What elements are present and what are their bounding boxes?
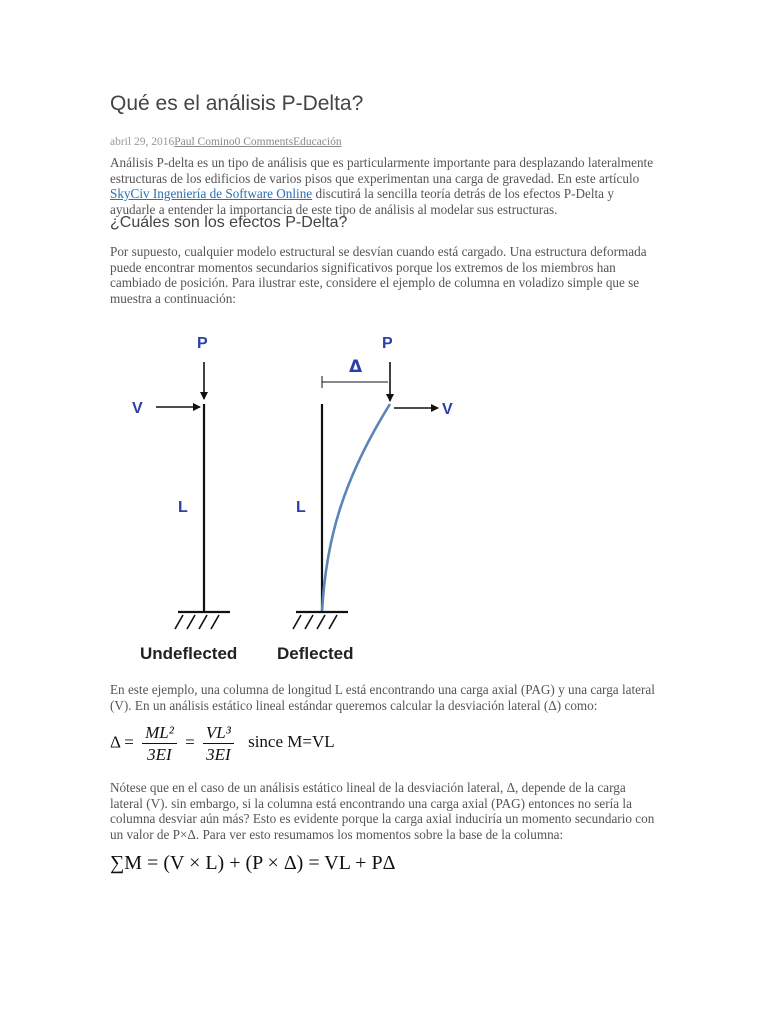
skyciv-link[interactable]: SkyCiv Ingeniería de Software Online xyxy=(110,186,313,201)
support-hatch-left xyxy=(175,615,219,629)
equation-tail: since M=VL xyxy=(248,732,335,752)
label-v-right: V xyxy=(442,401,453,418)
fraction-1-denominator: 3EI xyxy=(147,745,172,764)
body-paragraph-4: Nótese que en el caso de un análisis estático lineal de la desviación lateral, Δ, depende de la carga lateral (V). sin embargo, si la columna está encontrando una carga axial (PAG) entonces no sería la columna desviar aún más? Esto es evidente porque la carga axial induciría un momento secundario con un valor de P×Δ. Para ver esto resumamos los momentos sobre la base de la columna: xyxy=(110,780,655,842)
fraction-2-numerator: VL³ xyxy=(203,722,234,744)
moment-sum-equation: ∑M = (V × L) + (P × Δ) = VL + PΔ xyxy=(110,852,396,874)
deflection-equation xyxy=(110,722,335,765)
fraction-2-denominator: 3EI xyxy=(206,745,231,764)
category-link[interactable]: Educación xyxy=(293,136,342,148)
label-v-left: V xyxy=(132,400,143,417)
label-l-left: L xyxy=(178,499,188,516)
label-delta: Δ xyxy=(349,357,363,377)
intro-text-before: Análisis P-delta es un tipo de análisis que es particularmente importante para desplazando lateralmente estructuras de los edificios de varios pisos que experimentan una carga de gravedad. En este artículo xyxy=(110,155,654,186)
deflected-column xyxy=(277,335,453,663)
article-meta xyxy=(110,136,342,148)
support-hatch-right xyxy=(293,615,337,629)
equation-equals: = xyxy=(185,732,195,752)
intro-text-after: discutirá la sencilla teoría detrás de los efectos P-Delta y ayudarle a entender la importancia de este tipo de análisis al modelar sus estructuras. xyxy=(110,186,614,217)
article-title: Qué es el análisis P-Delta? xyxy=(110,92,364,115)
equation-fraction-2 xyxy=(203,722,234,765)
label-l-right: L xyxy=(296,499,306,516)
author-link[interactable]: Paul Comino xyxy=(174,136,235,148)
caption-undeflected: Undeflected xyxy=(140,644,238,663)
comments-link[interactable]: 0 Comments xyxy=(234,136,294,148)
intro-paragraph xyxy=(110,155,658,217)
equation-fraction-1 xyxy=(142,722,177,765)
section-heading: ¿Cuáles son los efectos P-Delta? xyxy=(110,214,348,231)
fraction-1-numerator: ML² xyxy=(142,722,177,744)
label-p-right: P xyxy=(382,335,393,352)
undeflected-column xyxy=(132,335,237,663)
body-paragraph-2: Por supuesto, cualquier modelo estructural se desvían cuando está cargado. Una estructura deformada puede encontrar momentos secundarios significativos porque los extremos de los miembros han cambiado de posición. Para ilustrar este, considere el ejemplo de columna en voladizo simple que se muestra a continuación: xyxy=(110,244,647,306)
deflected-shape xyxy=(322,404,390,612)
caption-deflected: Deflected xyxy=(277,644,354,663)
p-delta-diagram xyxy=(120,328,480,668)
label-p-left: P xyxy=(197,335,208,352)
equation-lhs: Δ = xyxy=(110,732,134,752)
body-paragraph-3: En este ejemplo, una columna de longitud L está encontrando una carga axial (PAG) y una carga lateral (V). En un análisis estático lineal estándar queremos calcular la desviación lateral (Δ) como: xyxy=(110,682,655,713)
post-date: abril 29, 2016 xyxy=(110,136,175,148)
